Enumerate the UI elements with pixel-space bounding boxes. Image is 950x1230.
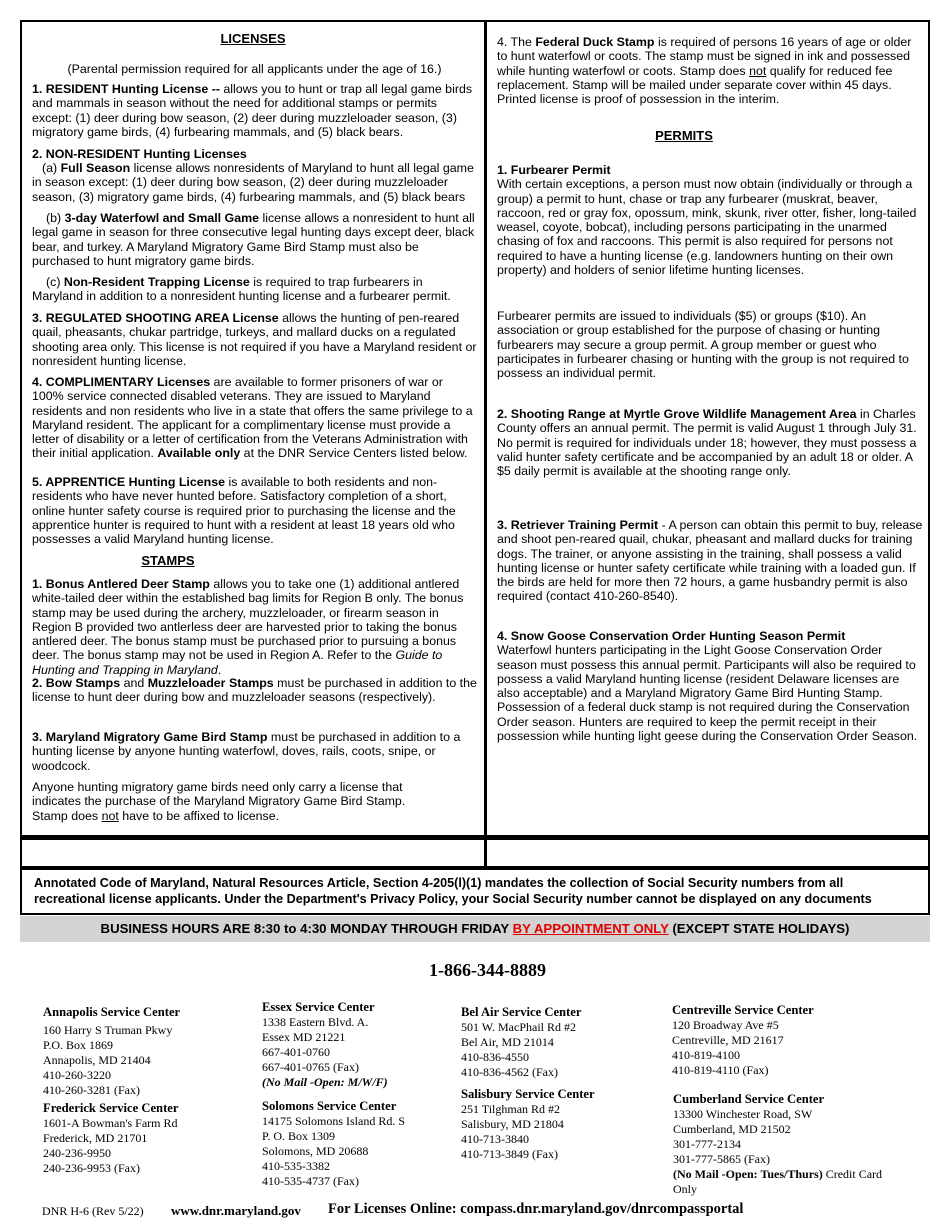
migratory-stamp: 3. Maryland Migratory Game Bird Stamp must be purchased in addition to a hunting license by anyone hunting waterfowl, doves, rails, coots, snipe, or woodcock. — [32, 730, 461, 773]
office-centreville: Centreville Service Center 120 Broadway Ave #5 Centreville, MD 21617 410-819-4100 410-819-4110 (Fax) — [672, 1003, 814, 1077]
office-solomons: Solomons Service Center 14175 Solomons Island Rd. S P. O. Box 1309 Solomons, MD 20688 410-535-3382 410-535-4737 (Fax) — [262, 1099, 406, 1188]
complimentary-license: 4. COMPLIMENTARY Licenses are available to former prisoners of war or 100% service connected disabled veterans. They are issued to Maryland residents and non residents who live in a state that offers the same privilege to a Maryland resident. The applicant for a complimentary license must provide a letter of disability or a letter of certification from the Veterans Administration with their initial application. Available only at the DNR Service Centers listed below. — [32, 375, 473, 461]
nonresident-trapping: (c) Non-Resident Trapping License is required to trap furbearers in Maryland in addition to a nonresident hunting license and a furbearer permit. — [32, 275, 451, 304]
migratory-carry-note: Anyone hunting migratory game birds need only carry a license that indicates the purchase of the Maryland Migratory Game Bird Stamp. Stamp does not have to be affixed to license. — [32, 780, 406, 823]
furbearer-permit-fees: Furbearer permits are issued to individuals ($5) or groups ($10). An association or group established for the purpose of chasing or hunting furbearers may secure a group permit. A group member or guest who participates in furbearer chasing or hunting with the group is not required to possess an individual permit. — [497, 309, 909, 381]
bonus-deer-stamp: 1. Bonus Antlered Deer Stamp allows you to take one (1) additional antlered white-tailed deer within the established bag limits for Region B only. The bonus stamp may be used during the archery, muzzleloader, or firearm season in Region B provided two antlerless deer are harvested prior to taking the bonus antlered deer. The bonus stamp must be purchased prior to pursuing a bonus deer. The bonus stamp may not be used in Region A. Refer to the Guide to Hunting and Trapping in Maryland. — [32, 577, 464, 677]
resident-license: 1. RESIDENT Hunting License -- allows you to hunt or trap all legal game birds and mammals in season without the need for additional stamps or permits except: (1) deer during bow season, (2) deer during muzzleloader season, (3) migratory game birds, (4) furbearing mammals, and (5) black bears. — [32, 82, 473, 139]
office-essex: Essex Service Center 1338 Eastern Blvd. A. Essex MD 21221 667-401-0760 667-401-0765 (Fax) (No Mail -Open: M/W/F) — [262, 1000, 388, 1089]
bow-muzzleloader-stamps: 2. Bow Stamps and Muzzleloader Stamps must be purchased in addition to the license to hunt deer during bow and muzzleloader seasons (respectively). — [32, 676, 477, 705]
phone-number: 1-866-344-8889 — [429, 960, 546, 980]
permits-heading: PERMITS — [655, 128, 713, 143]
nonresident-full-season: (a) Full Season license allows nonresidents of Maryland to hunt all legal game in season except: (1) deer during bow season, (2) deer during muzzleloader season, (3) migratory game birds, (4) furbearing mammals, and (5) black bears — [32, 161, 474, 204]
office-belair: Bel Air Service Center 501 W. MacPhail Rd #2 Bel Air, MD 21014 410-836-4550 410-836-4562 (Fax) — [461, 1005, 582, 1079]
apprentice-license: 5. APPRENTICE Hunting License is available to both residents and non-residents who have never hunted before. Satisfactory completion of a short, online hunter safety course is required prior to purchasing the license and the apprentice hunter is required to hunt with a resident at least 18 years old who possesses a valid Maryland hunting license. — [32, 475, 456, 547]
nonresident-3day: (b) 3-day Waterfowl and Small Game license allows a nonresident to hunt all legal game in season for three consecutive legal hunting days except deer, black bear, and turkey. A Maryland Migratory Game Bird Stamp must also be purchased to hunt migratory game birds. — [32, 211, 475, 268]
office-cumberland: Cumberland Service Center 13300 Winchester Road, SW Cumberland, MD 21502 301-777-2134 301-777-5865 (Fax) (No Mail -Open: Tues/Thurs) Credit Card Only — [673, 1092, 883, 1196]
dnr-website-link[interactable]: www.dnr.maryland.gov — [171, 1203, 301, 1218]
nonresident-license: 2. NON-RESIDENT Hunting Licenses — [32, 147, 247, 161]
office-frederick: Frederick Service Center 1601-A Bowman's Farm Rd Frederick, MD 21701 240-236-9950 240-236-9953 (Fax) — [43, 1101, 179, 1175]
licenses-online-link[interactable]: For Licenses Online: compass.dnr.maryland.gov/dnrcompassportal — [328, 1201, 744, 1217]
federal-duck-stamp: 4. The Federal Duck Stamp is required of persons 16 years of age or older to hunt waterfowl or coots. The stamp must be signed in ink and possessed while hunting waterfowl or coots. Stamp does not qualify for reduced fee replacement. Stamp will be mailed under separate cover within 45 days. Printed license is proof of possession in the interim. — [497, 35, 912, 107]
furbearer-permit: 1. Furbearer Permit With certain exceptions, a person must now obtain (individually or through a group) a permit to hunt, chase or trap any furbearer (muskrat, beaver, raccoon, red or gray fox, opossum, mink, skunk, river otter, fisher, long-tailed weasel, coyote, bobcat), including persons participating in the unarmed chasing of fox and raccoons. This permit is also required for persons not required to have a hunting license (e.g. landowners hunting on their own property) and holders of senior lifetime hunting licenses. — [497, 163, 917, 278]
ssn-notice: Annotated Code of Maryland, Natural Resources Article, Section 4-205(l)(1) mandates the collection of Social Security numbers from all recreational license applicants. Under the Department's Privacy Policy, your Social Security number cannot be displayed on any documents — [20, 868, 930, 915]
retriever-training-permit: 3. Retriever Training Permit - A person can obtain this permit to buy, release and shoot pen-reared quail, chukar, pheasant and mallard ducks for training dogs. The trainer, or anyone assisting in the training, shall possess a valid hunting license or hunter safety certificate while training with a loaded gun. If the birds are held for more then 72 hours, a game husbandry permit is also required (contact 410-260-8540). — [497, 518, 923, 604]
right-column — [487, 22, 928, 835]
stamps-heading: STAMPS — [141, 553, 195, 568]
office-salisbury: Salisbury Service Center 251 Tilghman Rd #2 Salisbury, MD 21804 410-713-3840 410-713-3849 (Fax) — [461, 1087, 595, 1161]
office-annapolis: Annapolis Service Center 160 Harry S Truman Pkwy P.O. Box 1869 Annapolis, MD 21404 410-260-3220 410-260-3281 (Fax) — [43, 1005, 181, 1097]
snow-goose-permit: 4. Snow Goose Conservation Order Hunting Season Permit Waterfowl hunters participating in the Light Goose Conservation Order season must possess this annual permit. Participants will also be required to possess a valid Maryland hunting license (resident Delaware licenses are also acceptable) and a Maryland Migratory Game Bird Hunting Stamp. Possession of a federal duck stamp is not required during the Conservation Order season. Hunters are required to keep the permit receipt in their possession while hunting light geese during the Conservation Order Season. — [497, 629, 918, 744]
licenses-heading: LICENSES — [220, 31, 286, 46]
business-hours-banner: BUSINESS HOURS ARE 8:30 to 4:30 MONDAY THROUGH FRIDAY BY APPOINTMENT ONLY (EXCEPT STATE HOLIDAYS) — [20, 916, 930, 942]
form-number: DNR H-6 (Rev 5/22) — [42, 1204, 144, 1218]
regulated-shooting-license: 3. REGULATED SHOOTING AREA License allows the hunting of pen-reared quail, pheasants, chukar partridge, turkeys, and mallard ducks on a regulated shooting area only. This license is not required if you have a Maryland resident or nonresident hunting license. — [32, 311, 477, 368]
left-column — [22, 22, 484, 835]
empty-table-row — [20, 837, 930, 868]
parental-note: (Parental permission required for all applicants under the age of 16.) — [67, 62, 442, 76]
shooting-range-permit: 2. Shooting Range at Myrtle Grove Wildlife Management Area in Charles County offers an annual permit. The permit is valid August 1 through July 31. No permit is required for individuals under 18; however, they must possess a valid hunter safety certificate and be accompanied by an adult 18 or older. A $5 daily permit is available at the shooting range only. — [497, 407, 917, 479]
